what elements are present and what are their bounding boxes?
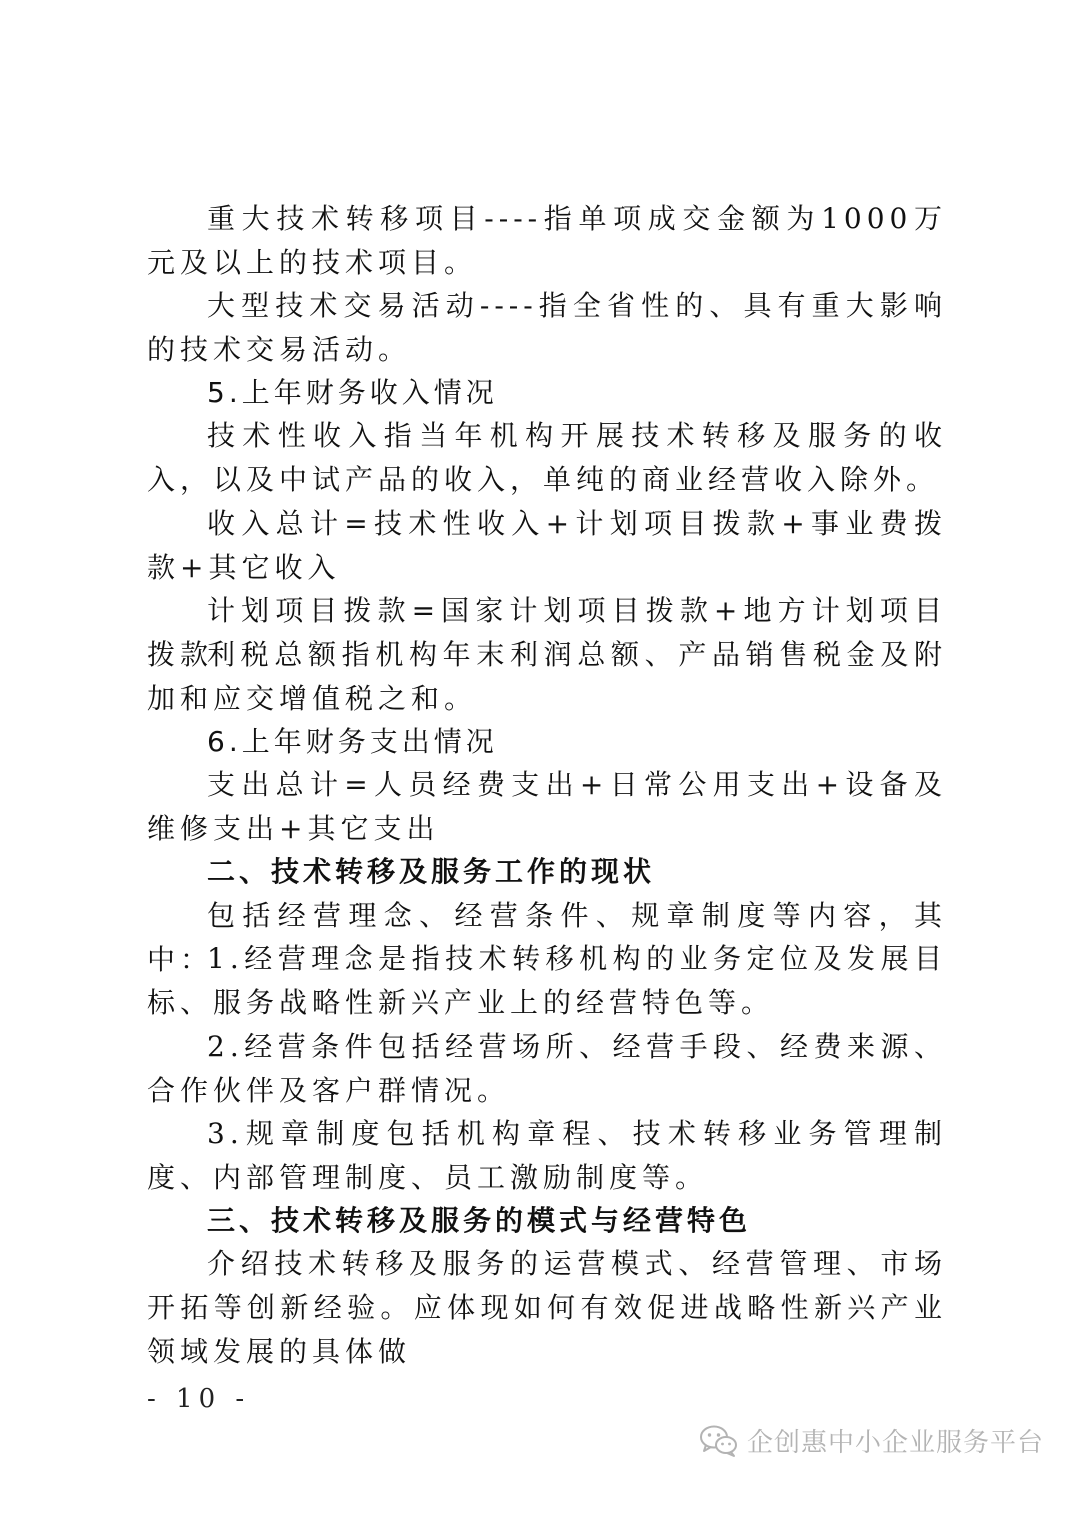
paragraph-business-conditions: 2.经营条件包括经营场所、经营手段、经费来源、合作伙伴及客户群情况。 xyxy=(147,1030,947,1107)
paragraph-expenditure-total: 支出总计=人员经费支出+日常公用支出+设备及维修支出+其它支出 xyxy=(147,768,947,845)
paragraph-model-intro: 介绍技术转移及服务的运营模式、经营管理、市场开拓等创新经验。应体现如何有效促进战略性新兴产业领域发展的具体做 xyxy=(147,1247,947,1368)
paragraph-profit-tax: 利税总额指机构年末利润总额、产品销售税金及附加和应交增值税之和。 xyxy=(147,638,947,715)
section-heading-status: 二、技术转移及服务工作的现状 xyxy=(207,855,656,888)
subheading-income: 5.上年财务收入情况 xyxy=(207,376,498,409)
paragraph-technical-income: 技术性收入指当年机构开展技术转移及服务的收入，以及中试产品的收入，单纯的商业经营收入除外。 xyxy=(147,419,947,496)
paragraph-status-intro: 包括经营理念、经营条件、规章制度等内容，其中： xyxy=(147,899,947,976)
subheading-expenditure: 6.上年财务支出情况 xyxy=(207,725,498,758)
watermark xyxy=(699,1422,1044,1459)
watermark-text: 企创惠中小企业服务平台 xyxy=(746,1428,1044,1458)
paragraph-plan-allocation: 计划项目拨款=国家计划项目拨款+地方计划项目拨款 xyxy=(147,594,947,671)
wechat-icon xyxy=(699,1424,739,1458)
paragraph-income-total: 收入总计=技术性收入+计划项目拨款+事业费拨款+其它收入 xyxy=(147,507,947,584)
section-heading-model: 三、技术转移及服务的模式与经营特色 xyxy=(207,1204,752,1237)
paragraph-large-trade-activity: 大型技术交易活动----指全省性的、具有重大影响的技术交易活动。 xyxy=(147,289,947,366)
page-number: - 10 - xyxy=(147,1384,251,1414)
paragraph-business-philosophy: 1.经营理念是指技术转移机构的业务定位及发展目标、服务战略性新兴产业上的经营特色等。 xyxy=(147,942,947,1019)
paragraph-rules: 3.规章制度包括机构章程、技术转移业务管理制度、内部管理制度、员工激励制度等。 xyxy=(147,1117,947,1194)
paragraph-major-transfer-project: 重大技术转移项目----指单项成交金额为1000万元及以上的技术项目。 xyxy=(147,202,947,279)
